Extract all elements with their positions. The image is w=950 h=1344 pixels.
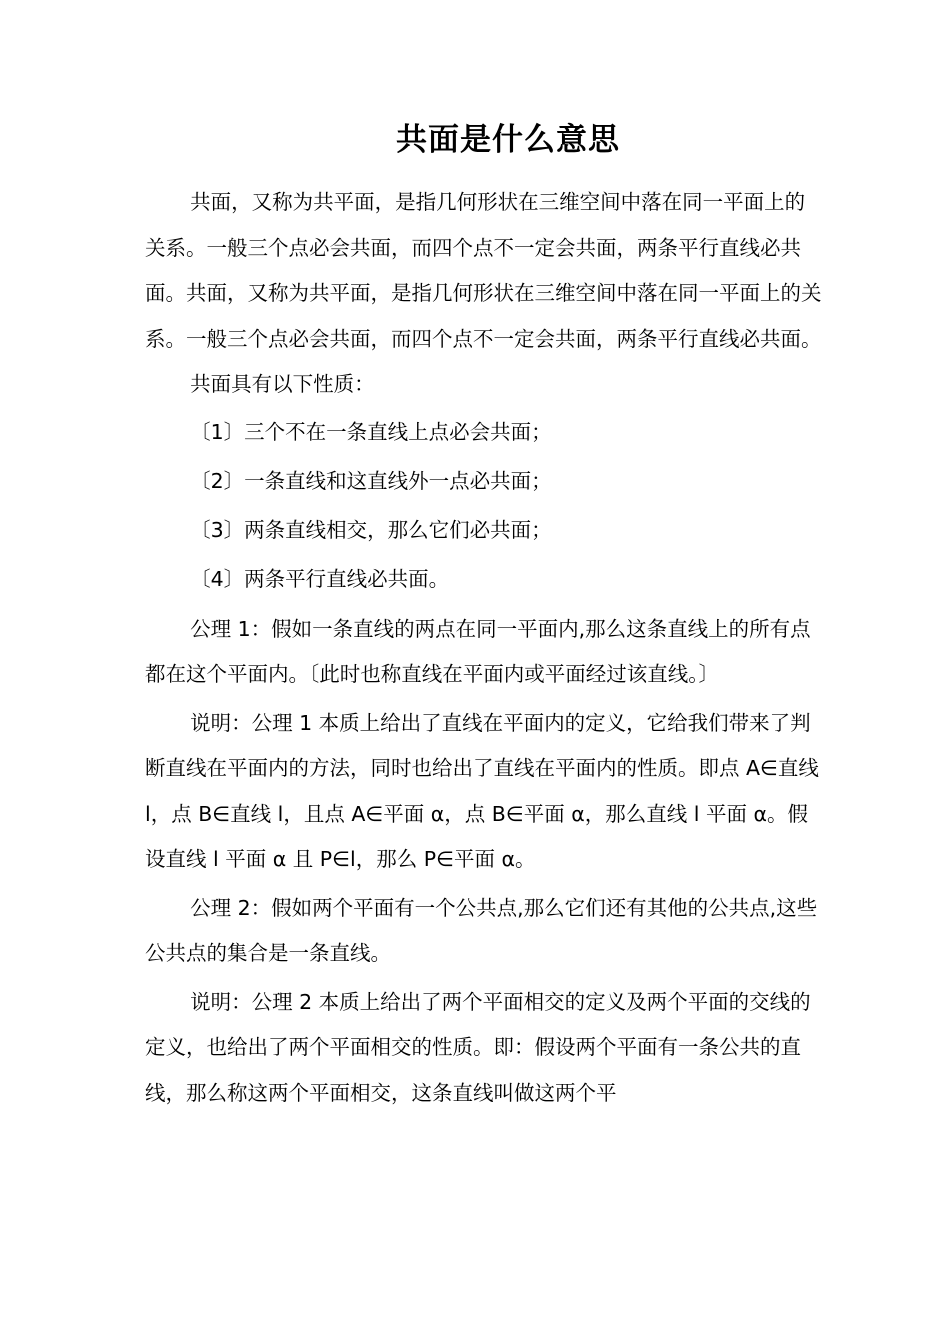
property-item-4: 〔4〕两条平行直线必共面。 [190,566,450,591]
paragraph-axiom-2-note: 说明：公理 2 本质上给出了两个平面相交的定义及两个平面的交线的定义，也给出了两个平面相交的性质。即：假设两个平面有一条公共的直线，那么称这两个平面相交，这条直线叫做这两个平 [145,989,811,1105]
paragraph-axiom-1-note: 说明：公理 1 本质上给出了直线在平面内的定义，它给我们带来了判断直线在平面内的方法，同时也给出了直线在平面内的性质。即点 A∈直线 l，点 B∈直线 l，且点 A∈平面 α，点 B∈平面 α，那么直线 l 平面 α。假设直线 l 平面 α 且 P∈l，那么 P∈平面 α。 [145,710,826,871]
paragraph-axiom-2: 公理 2：假如两个平面有一个公共点,那么它们还有其他的公共点,这些公共点的集合是一条直线。 [145,895,818,965]
property-item-3: 〔3〕两条直线相交，那么它们必共面； [190,517,552,542]
property-item-2: 〔2〕一条直线和这直线外一点必共面； [190,468,552,493]
property-item-1: 〔1〕三个不在一条直线上点必会共面； [190,419,552,444]
paragraph-axiom-1: 公理 1：假如一条直线的两点在同一平面内,那么这条直线上的所有点都在这个平面内。〔此时也称直线在平面内或平面经过该直线。〕 [145,616,811,686]
document-title: 共面是什么意思 [396,122,620,158]
paragraph-definition: 共面，又称为共平面，是指几何形状在三维空间中落在同一平面上的关系。一般三个点必会共面，而四个点不一定会共面，两条平行直线必共面。共面，又称为共平面，是指几何形状在三维空间中落在同一平面上的关系。一般三个点必会共面，而四个点不一定会共面，两条平行直线必共面。 [145,190,822,351]
paragraph-properties-intro: 共面具有以下性质： [190,372,375,396]
document-body [145,180,825,1116]
